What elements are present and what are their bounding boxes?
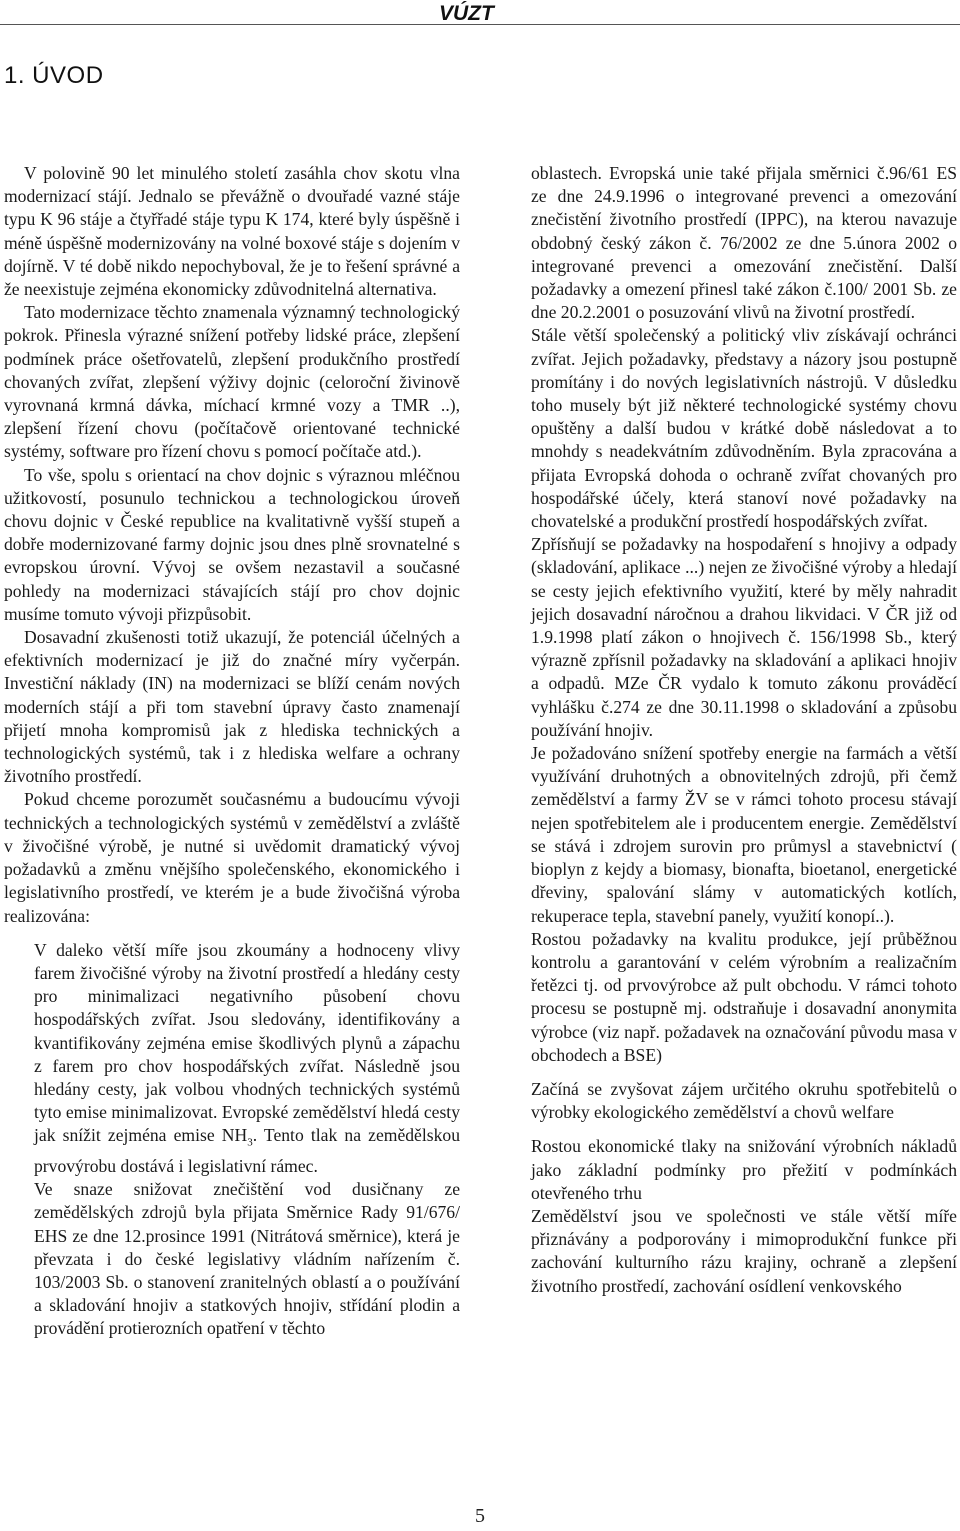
paragraph: Dosavadní zkušenosti totiž ukazují, že potenciál účelných a efektivních modernizací je již do značné míry vyčerpán. Investiční náklady (IN) na modernizaci se blíží cenám nových moderních stájí a při tom stavební úpravy často znamenají přijetí mnoha kompromisů jak z hlediska technických a technologických systémů, tak i z hlediska welfare a ochrany životního prostředí. xyxy=(4,627,460,787)
paragraph: V polovině 90 let minulého století zasáhla chov skotu vlna modernizací stájí. Jednalo se převážně o dvouřadé vazné stáje typu K 96 stáje a čtyřřadé stáje typu K 174, které byly úspěšně i méně úspěšně modernizovány na volné boxové stáje s dojením v dojírně. V té době nikdo nepochyboval, že je to řešení správné a že neexistuje zejména ekonomicky zdůvodnitelná alternativa. xyxy=(4,163,460,300)
subscript: 3 xyxy=(247,1136,253,1149)
list-item: Rostou požadavky na kvalitu produkce, její průběžnou kontrolu a garantování v celém výrobním a realizačním řetězci tj. od prvovýrobce až pult obchodu. V rámci tohoto procesu se postupně mj. odstraňuje i dosavadní anonymita výrobce (viz např. požadavek na označování původu masa v obchodech a BSE) xyxy=(531,928,957,1065)
vuzt-logo-mark xyxy=(437,0,517,24)
paragraph: To vše, spolu s orientací na chov dojnic s výraznou mléčnou užitkovostí, posunulo technickou a technologickou úroveň chovu dojnic v České republice na kvalitativně vyšší stupeň a dobře modernizované farmy dojnic jsou dnes plně srovnatelné s evropskou úrovní. Vývoj se ovšem nezastavil a současné pohledy na modernizaci stávajících stájí pro chov dojnic musíme tomuto vývoji přizpůsobit. xyxy=(4,464,460,624)
list-item: Zemědělství jsou ve společnosti ve stále větší míře přiznávány a podporovány i mimoprodukční funkce při zachování kulturního rázu krajiny, ochraně a zlepšení životního prostředí, zachování osídlení venkovského xyxy=(531,1205,957,1296)
paragraph: Pokud chceme porozumět současnému a budoucímu vývoji technických a technologických systémů v zemědělství a zvláště v živočišné výrobě, je nutné si uvědomit dramatický vývoj požadavků a změnu vnějšího společenského, ekonomického i legislativního prostředí, ve kterém je a bude živočišná výroba realizována: xyxy=(4,789,460,926)
logo-letters: VÚZT xyxy=(439,2,494,24)
left-column xyxy=(4,162,460,1341)
list-item: Zpřísňují se požadavky na hospodaření s hnojivy a odpady (skladování, aplikace ...) nejen ze živočišné výroby a hledají se cesty jejich efektivního využití, které by měly nahradit jejich dosavadní náročnou a drahou likvidaci. V ČR již od 1.9.1998 platí zákon o hnojivech č. 156/1998 Sb., který výrazně zpřísnil požadavky na skladování a aplikaci hnojiv a odpadů. MZe ČR vydalo k tomuto zákonu prováděcí vyhlášku č.274 ze dne 30.11.1998 o skladování a způsobu používání hnojiv. xyxy=(531,534,957,740)
vuzt-logo xyxy=(437,0,517,24)
list-item: Stále větší společenský a politický vliv získávají ochránci zvířat. Jejich požadavky, představy a názory jsou postupně promítány i do nových legislativních nástrojů. V důsledku toho musely být již některé technologické systémy chovu opuštěny a další budou v krátké době následovat a to mnohdy s neadekvátním zdůvodněním. Byla zpracována a přijata Evropská dohoda o ochraně zvířat chovaných pro hospodářské účely, která stanoví nové požadavky na chovatelské a produkční prostředí hospodářských zvířat. xyxy=(531,325,957,532)
list-item: Je požadováno snížení spotřeby energie na farmách a větší využívání druhotných a obnovitelných zdrojů, při čemž zemědělství a farmy ŽV se v rámci tohoto procesu stávají nejen spotřebitelem ale i producentem energie. Zemědělství se stává i zdrojem surovin pro průmysl a stavebnictví ( bioplyn z kejdy a biomasy, bionafta, bioetanol, energetické dřeviny, spalování slámy v automatických kotlích, rekuperace tepla, stavební panely, využití konopí..). xyxy=(531,743,957,926)
list-item-text: V daleko větší míře jsou zkoumány a hodnoceny vlivy farem živočišné výroby na životní prostředí a hledány cesty pro minimalizaci negativního působení chovu hospodářských zvířat. Jsou sledovány, identifikovány a kvantifikovány zejména emise škodlivých plynů a zápachu z farem pro chov hospodářských zvířat. Následně jsou hledány cesty, jak volbou vhodných technických systémů tyto emise minimalizovat. Evropské zemědělství hledá cesty jak snížit zejména emise NH xyxy=(34,939,460,1146)
list-item: Ve snaze snižovat znečištění vod dusičnany ze zemědělských zdrojů byla přijata Směrnice Rady 91/676/ EHS ze dne 12.prosince 1991 (Nitrátová směrnice), která je převzata i do české legislativy vládním nařízením č. 103/2003 Sb. o stanovení zranitelných oblastí a o používání a skladování hnojiv a statkových hnojiv, střídání plodin a provádění protierozních opatření v těchto xyxy=(34,1179,460,1339)
right-column xyxy=(531,162,957,1298)
list-item: Začíná se zvyšovat zájem určitého okruhu spotřebitelů o výrobky ekologického zemědělství a chovů welfare xyxy=(531,1078,957,1123)
list-item xyxy=(4,939,460,1179)
list-item: Rostou ekonomické tlaky na snižování výrobních nákladů jako základní podmínky pro přežití v podmínkách otevřeného trhu xyxy=(531,1136,957,1203)
page-number: 5 xyxy=(475,1505,485,1527)
header-rule xyxy=(0,24,960,25)
list-item-text: . Tento tlak na zemědělskou prvovýrobu dostává i legislativní rámec. xyxy=(34,1125,460,1177)
paragraph: oblastech. Evropská unie také přijala směrnici č.96/61 ES ze dne 24.9.1996 o integrované prevenci a omezování znečistění životního prostředí (IPPC), na kterou navazuje obdobný český zákon č. 76/2002 ze dne 5.února 2002 o integrované prevenci a omezování znečistění. Další požadavky a omezení přinesl také zákon č.100/ 2001 Sb. ze dne 20.2.2001 o posuzování vlivů na životní prostředí. xyxy=(531,163,957,323)
paragraph: Tato modernizace těchto znamenala významný technologický pokrok. Přinesla výrazné snížení potřeby lidské práce, zlepšení podmínek práce ošetřovatelů, zlepšení produkčního prostředí chovaných zvířat, zlepšení výživy dojnic (celoroční živinově vyrovnaná krmná dávka, míchací krmné vozy a TMR ..), zlepšení řízení chovu (počítačově orientované technické systémy, software pro řízení chovu s pomocí počítače atd.). xyxy=(4,302,460,462)
section-heading: 1. ÚVOD xyxy=(4,62,104,89)
